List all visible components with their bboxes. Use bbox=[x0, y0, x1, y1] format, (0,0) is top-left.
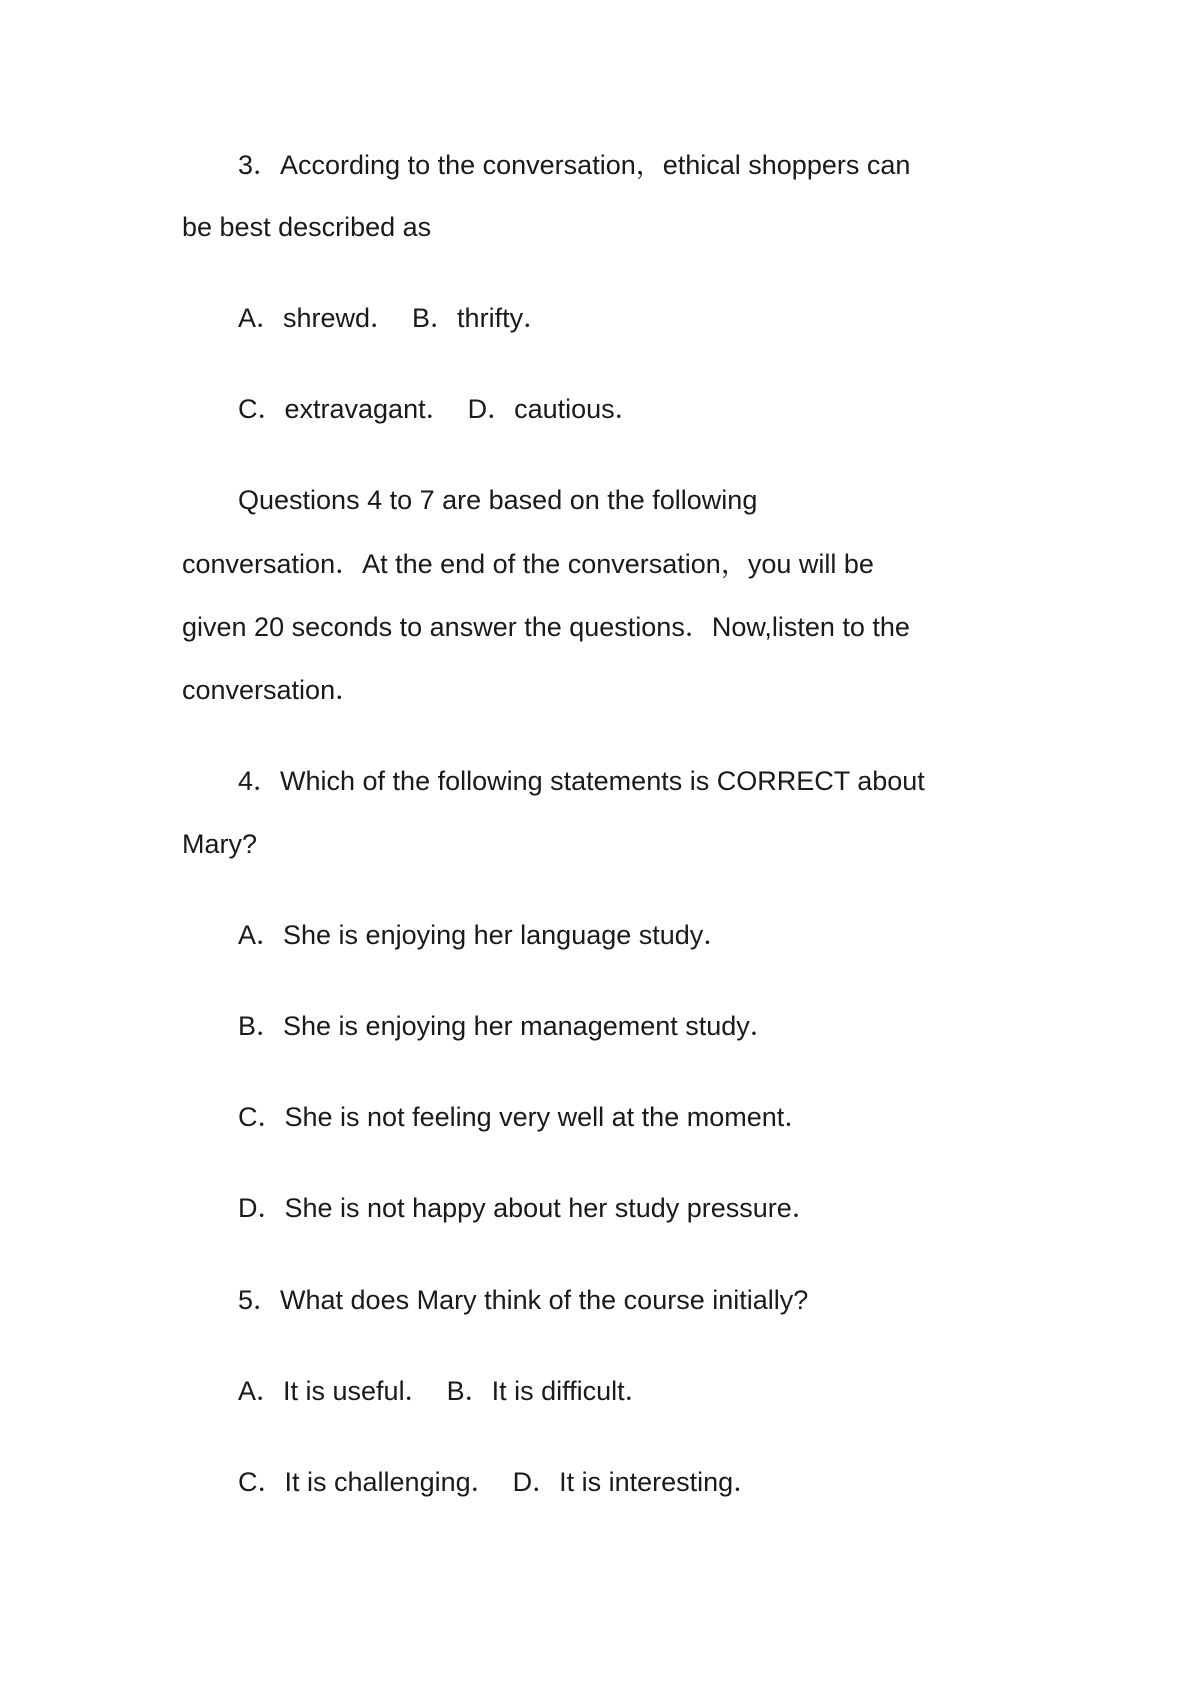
question-3-options-ab: A．shrewd． B．thrifty． bbox=[238, 303, 551, 333]
question-4-stem-cont: Mary? bbox=[182, 829, 258, 859]
question-4-option-c: C．She is not feeling very well at the moment． bbox=[238, 1102, 812, 1132]
section-instruction-cont: conversation． bbox=[182, 675, 363, 705]
question-4-stem: 4．Which of the following statements is CORRECT about bbox=[238, 766, 925, 796]
section-instruction-cont: given 20 seconds to answer the questions．Now,listen to the bbox=[182, 612, 910, 642]
question-3-stem: 3．According to the conversation，ethical shoppers can bbox=[238, 150, 911, 180]
question-4-option-a: A．She is enjoying her language study． bbox=[238, 920, 731, 950]
section-instruction-cont: conversation．At the end of the conversation，you will be bbox=[182, 549, 874, 579]
question-3-stem-cont: be best described as bbox=[182, 212, 432, 242]
question-5-options-ab: A．It is useful． B．It is difficult． bbox=[238, 1376, 652, 1406]
question-5-options-cd: C．It is challenging． D．It is interesting． bbox=[238, 1467, 761, 1497]
section-instruction: Questions 4 to 7 are based on the following bbox=[238, 485, 758, 515]
question-4-option-d: D．She is not happy about her study pressure． bbox=[238, 1193, 819, 1223]
question-5-stem: 5．What does Mary think of the course initially? bbox=[238, 1285, 809, 1315]
question-4-option-b: B．She is enjoying her management study． bbox=[238, 1011, 777, 1041]
question-3-options-cd: C．extravagant． D．cautious． bbox=[238, 394, 642, 424]
